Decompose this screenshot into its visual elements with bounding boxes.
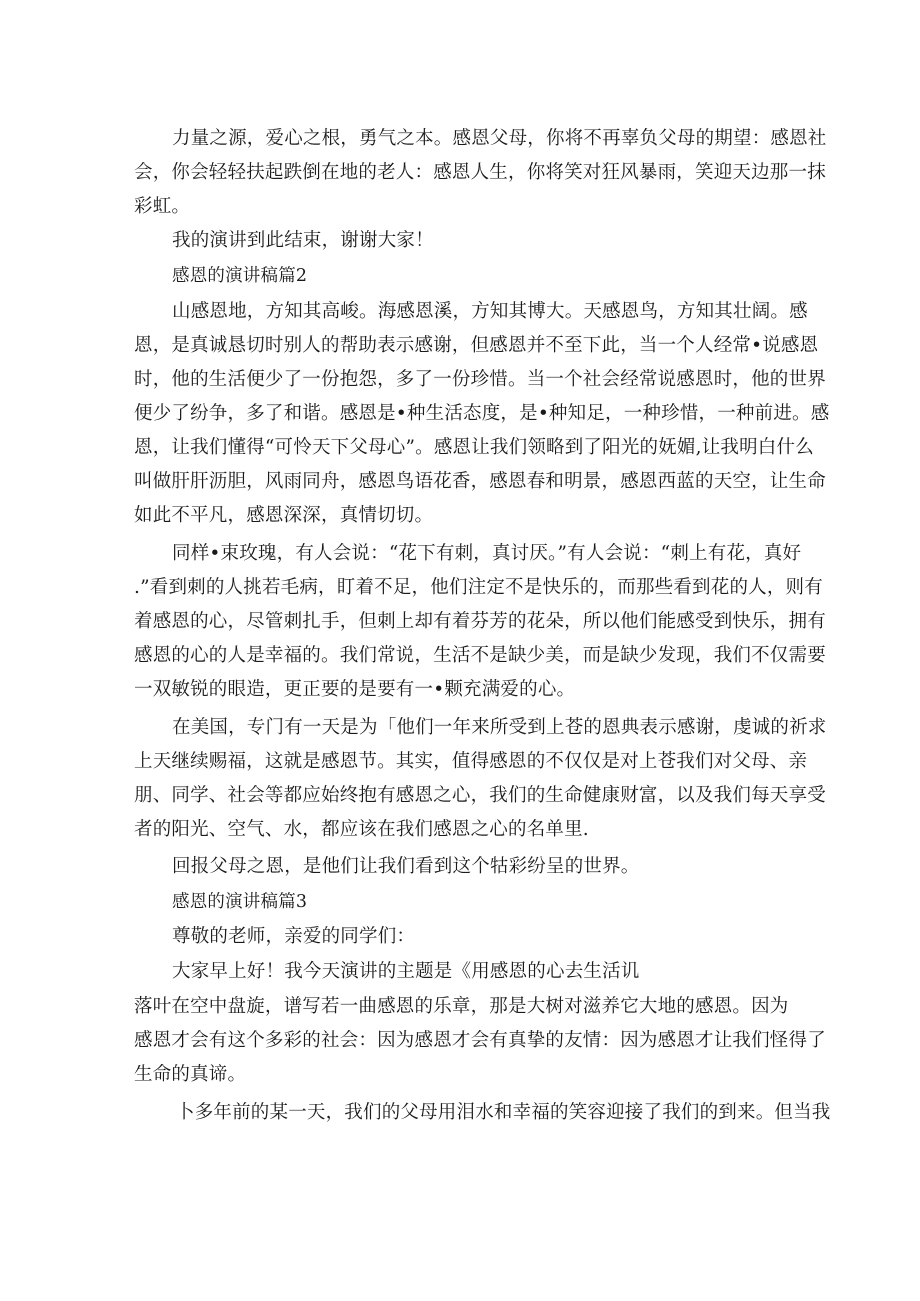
para-9-line-1: 落叶在空中盘旋，谱写若一曲感恩的乐章，那是大树对滋养它大地的感恩。因为	[134, 996, 789, 1017]
para-4-line-5: 一双敏锐的眼造，更正要的是要有一•颗充满爱的心。	[134, 679, 576, 700]
para-4-line-1: 同样•束玫瑰，有人会说：“花下有刺，真讨厌。”有人会说：“刺上有花，真好	[172, 543, 802, 564]
para-3-line-5: 恩，让我们懂得“可怜天下父母心”。感恩让我们领略到了阳光的妩媚,让我明白什么	[134, 437, 814, 458]
para-3-line-7: 如此不平凡，感恩深深，真情切切。	[134, 505, 434, 526]
para-5-line-1: 在美国，专门有一天是为「他们一年来所受到上苍的恩典表示感谢，虔诚的祈求	[172, 717, 827, 738]
para-10-line-1: 卜多年前的某一天，我们的父母用泪水和幸福的笑容迎接了我们的到来。但当我	[176, 1102, 831, 1123]
para-3-line-2: 恩，是真诚恳切时别人的帮助表示感谢，但感恩并不至下此，当一个人经常•说感恩	[134, 335, 819, 356]
para-3-line-6: 叫做肝肝沥胆，风雨同舟，感恩鸟语花香，感恩春和明景，感恩西蓝的天空，让生命	[134, 471, 826, 492]
para-3-line-4: 便少了纷争，多了和谐。感恩是•种生活态度，是•种知足，一种珍惜，一种前进。感	[134, 403, 830, 424]
para-8-line-1: 大家早上好！我今天演讲的主题是《用感恩的心去生活讥	[172, 961, 640, 982]
para-5-line-2: 上天继续赐福，这就是感恩节。其实，值得感恩的不仅仅是对上苍我们对父母、亲	[134, 751, 808, 772]
para-4-line-3: 着感恩的心，尽管刺扎手，但刺上却有着芬芳的花朵，所以他们能感受到快乐，拥有	[134, 611, 826, 632]
para-4-line-4: 感恩的心的人是幸福的。我们常说，生活不是缺少美，而是缺少发现，我们不仅需要	[134, 645, 826, 666]
para-1-line-1: 力量之源，爱心之根，勇气之本。感恩父母，你将不再辜负父母的期望：感恩社	[172, 128, 827, 149]
para-3-line-1: 山感恩地，方知其高峻。海感恩溪，方知其博大。天感恩鸟，方知其壮阔。感	[172, 301, 808, 322]
para-9-line-2: 感恩才会有这个多彩的社会：因为感恩才会有真挚的友情：因为感恩才让我们怪得了	[134, 1030, 826, 1051]
para-7-line-1: 尊敬的老师，亲爱的同学们：	[172, 926, 416, 947]
para-9-line-3: 生命的真谛。	[134, 1064, 247, 1085]
heading-part-2: 感恩的演讲稿篇2	[172, 266, 308, 286]
para-5-line-3: 朋、同学、社会等都应始终抱有感恩之心，我们的生命健康财富，以及我们每天享受	[134, 785, 826, 806]
para-5-line-4: 者的阳光、空气、水，都应该在我们感恩之心的名单里.	[134, 819, 589, 840]
para-3-line-3: 时，他的生活便少了一份抱怨，多了一份珍惜。当一个社会经常说感恩时，他的世界	[134, 369, 826, 390]
heading-part-3: 感恩的演讲稿篇3	[172, 892, 308, 912]
para-6-line-1: 回报父母之恩，是他们让我们看到这个牯彩纷呈的世界。	[172, 856, 640, 877]
para-1-line-3: 彩虹。	[134, 196, 191, 217]
para-4-line-2: .”看到刺的人挑若毛病，盯着不足，他们注定不是快乐的，而那些看到花的人，则有	[134, 577, 823, 598]
para-2-line-1: 我的演讲到此结束，谢谢大家！	[172, 230, 434, 251]
para-1-line-2: 会，你会轻轻扶起跌倒在地的老人：感恩人生，你将笑对狂风暴雨，笑迎天边那一抹	[134, 162, 826, 183]
